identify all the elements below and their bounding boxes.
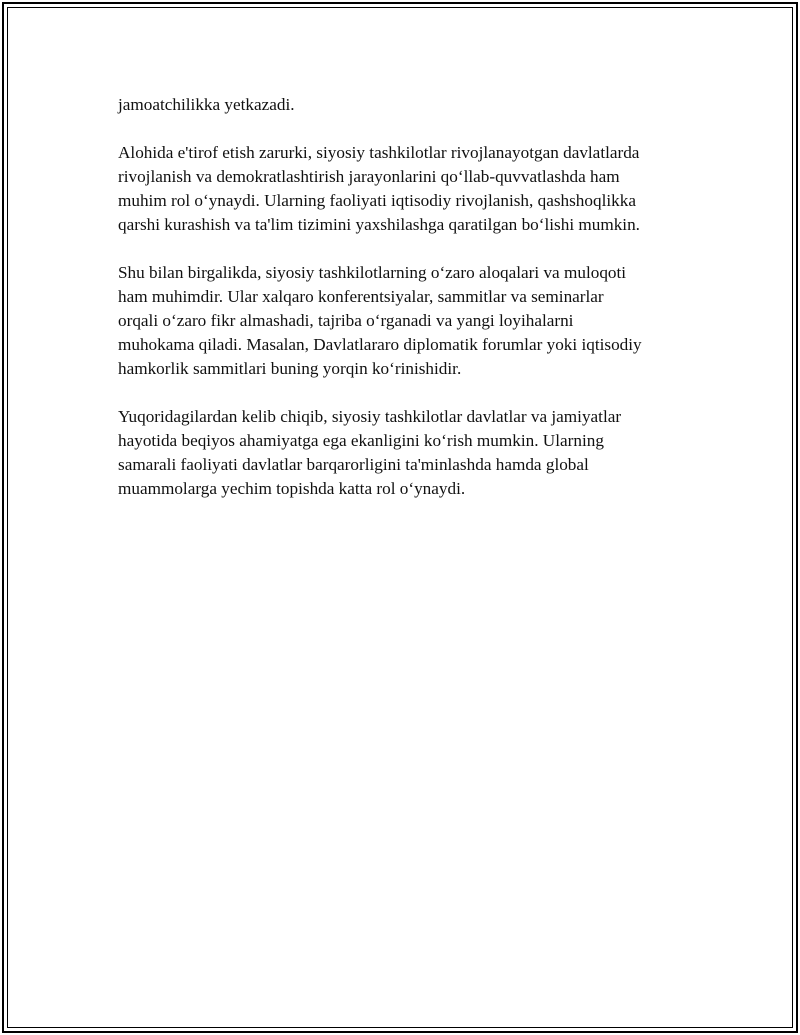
text-line: Shu bilan birgalikda, siyosiy tashkilotlarning o‘zaro aloqalari va muloqoti — [118, 263, 627, 282]
text-line: samarali faoliyati davlatlar barqarorligini ta'minlashda hamda global — [118, 455, 589, 474]
text-line: Yuqoridagilardan kelib chiqib, siyosiy tashkilotlar davlatlar va jamiyatlar — [118, 407, 622, 426]
text-line: orqali o‘zaro fikr almashadi, tajriba o‘rganadi va yangi loyihalarni — [118, 311, 574, 330]
paragraph-2 — [118, 141, 698, 237]
paragraph-4 — [118, 405, 698, 501]
text-line: qarshi kurashish va ta'lim tizimini yaxshilashga qaratilgan bo‘lishi mumkin. — [118, 215, 640, 234]
text-line: Alohida e'tirof etish zarurki, siyosiy tashkilotlar rivojlanayotgan davlatlarda — [118, 143, 640, 162]
text-line: ham muhimdir. Ular xalqaro konferentsiyalar, sammitlar va seminarlar — [118, 287, 604, 306]
document-body — [118, 93, 698, 525]
paragraph-1 — [118, 93, 698, 117]
text-line: muammolarga yechim topishda katta rol o‘ynaydi. — [118, 479, 466, 498]
text-line: hayotida beqiyos ahamiyatga ega ekanligini ko‘rish mumkin. Ularning — [118, 431, 604, 450]
text-line: hamkorlik sammitlari buning yorqin ko‘rinishidir. — [118, 359, 462, 378]
text-line: jamoatchilikka yetkazadi. — [118, 95, 295, 114]
text-line: rivojlanish va demokratlashtirish jarayonlarini qo‘llab-quvvatlashda ham — [118, 167, 620, 186]
text-line: muhokama qiladi. Masalan, Davlatlararo diplomatik forumlar yoki iqtisodiy — [118, 335, 642, 354]
text-line: muhim rol o‘ynaydi. Ularning faoliyati iqtisodiy rivojlanish, qashshoqlikka — [118, 191, 636, 210]
paragraph-3 — [118, 261, 698, 381]
